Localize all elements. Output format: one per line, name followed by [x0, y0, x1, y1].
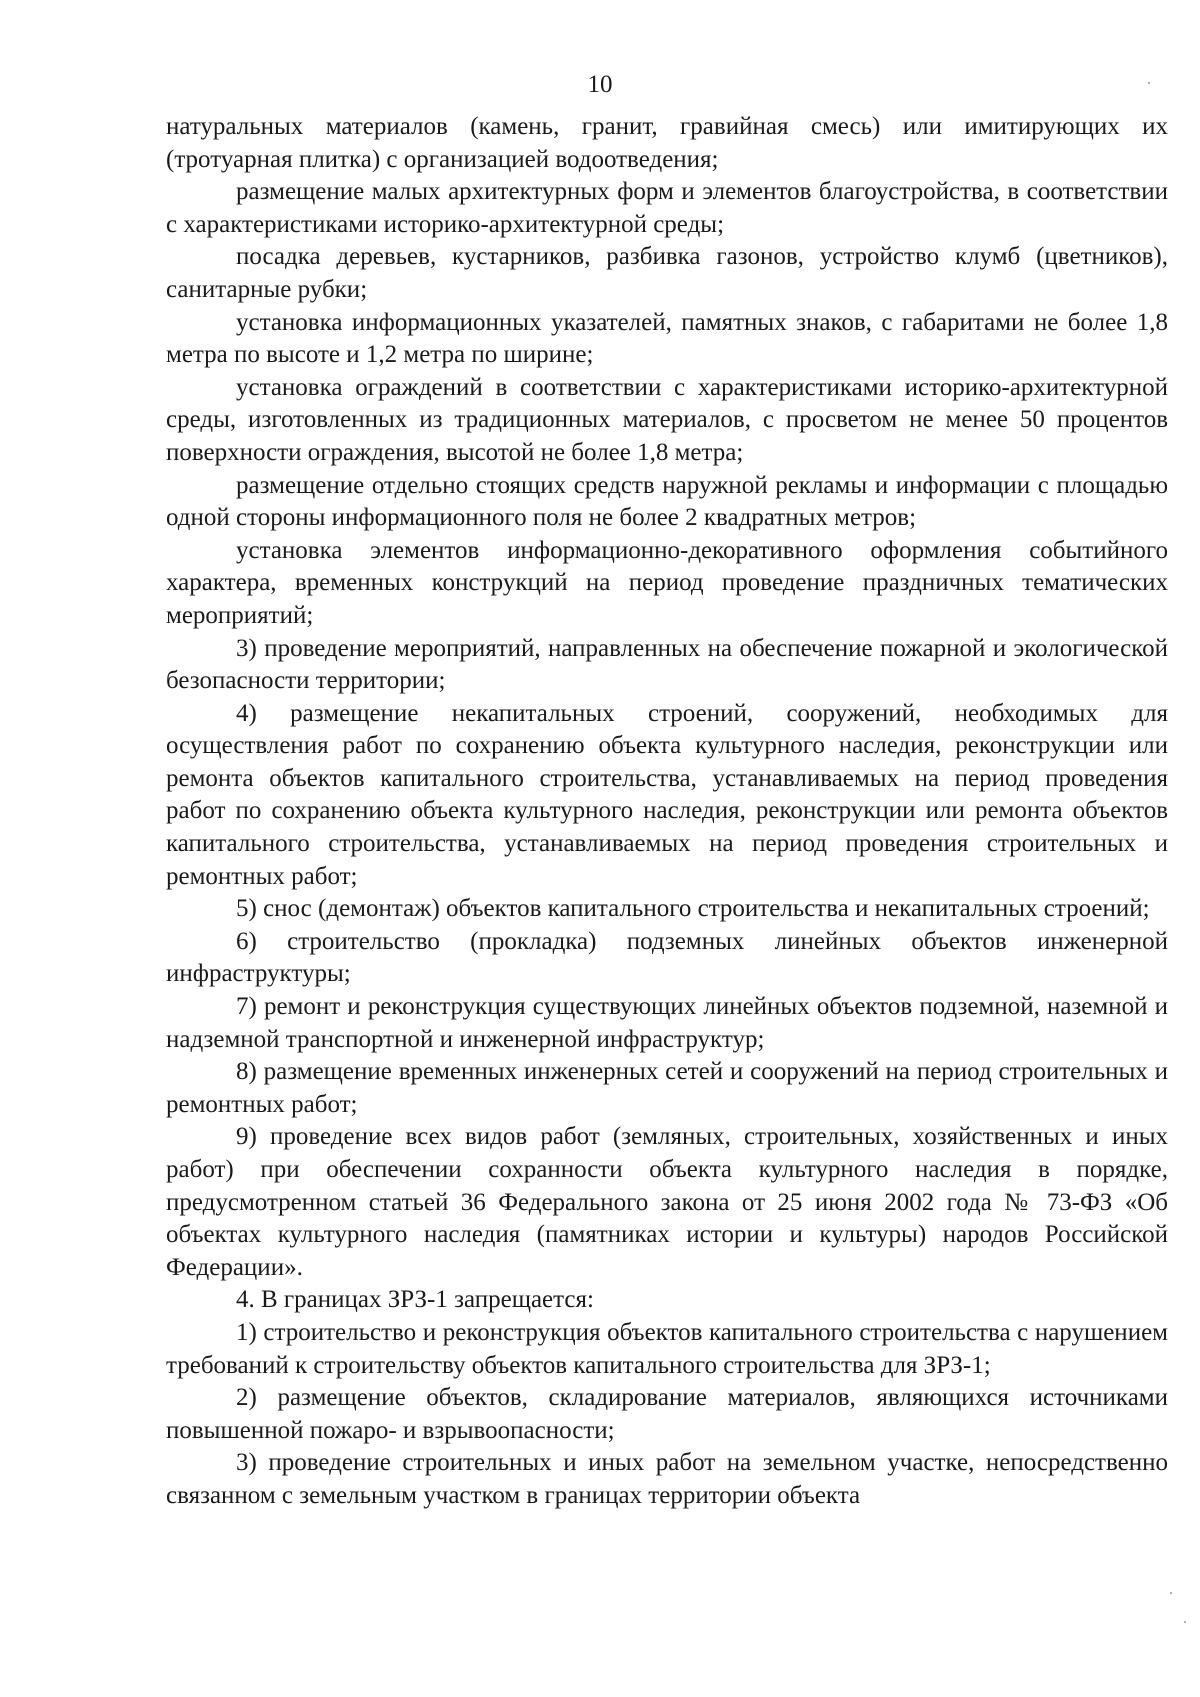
paragraph: посадка деревьев, кустарников, разбивка газонов, устройство клумб (цветников), санитарные рубки;: [166, 243, 1168, 303]
paragraph: установка элементов информационно-декоративного оформления событийного характера, временных конструкций на период проведение праздничных тематических мероприятий;: [166, 536, 1168, 629]
paragraph: 8) размещение временных инженерных сетей и сооружений на период строительных и ремонтных работ;: [166, 1058, 1168, 1118]
paragraph: размещение отдельно стоящих средств наружной рекламы и информации с площадью одной стороны информационного поля не более 2 квадратных метров;: [166, 471, 1168, 532]
paragraph: 2) размещение объектов, складирование материалов, являющихся источниками повышенной пожаро- и взрывоопасности;: [166, 1384, 1168, 1444]
paragraph: натуральных материалов (камень, гранит, гравийная смесь) или имитирующих их (тротуарная плитка) с организацией водоотведения;: [166, 113, 1168, 173]
paragraph: 3) проведение мероприятий, направленных на обеспечение пожарной и экологической безопасности территории;: [166, 634, 1168, 695]
scan-speck: [1148, 82, 1150, 84]
paragraph: установка ограждений в соответствии с характеристиками историко-архитектурной среды, изготовленных из традиционных материалов, с просветом не менее 50 процентов поверхности ограждения, высотой не более 1,8 метра;: [166, 373, 1168, 466]
paragraph: размещение малых архитектурных форм и элементов благоустройства, в соответствии с характеристиками историко-архитектурной среды;: [166, 178, 1168, 238]
paragraph: установка информационных указателей, памятных знаков, с габаритами не более 1,8 метра по высоте и 1,2 метра по ширине;: [166, 308, 1168, 369]
paragraph: 9) проведение всех видов работ (земляных, строительных, хозяйственных и иных работ) при обеспечении сохранности объекта культурного наследия в порядке, предусмотренном статьей 36 Федерального закона от 25 июня 2002 года № 73-ФЗ «Об объектах культурного наследия (памятниках истории и культуры) народов Российской Федерации».: [166, 1123, 1168, 1281]
paragraph: 6) строительство (прокладка) подземных линейных объектов инженерной инфраструктуры;: [166, 927, 1168, 988]
paragraph: 3) проведение строительных и иных работ на земельном участке, непосредственно связанном с земельным участком в границах территории объекта: [166, 1449, 1168, 1509]
paragraph: 4) размещение некапитальных строений, сооружений, необходимых для осуществления работ по сохранению объекта культурного наследия, реконструкции или ремонта объектов капитального строительства, устанавливаемых на период проведения работ по сохранению объекта культурного наследия, реконструкции или ремонта объектов капитального строительства, устанавливаемых на период проведения строительных и ремонтных работ;: [166, 699, 1168, 890]
paragraph: 7) ремонт и реконструкция существующих линейных объектов подземной, наземной и надземной транспортной и инженерной инфраструктур;: [166, 993, 1168, 1053]
scan-speck: [1184, 1621, 1186, 1623]
section-heading: 4. В границах ЗРЗ-1 запрещается:: [236, 1286, 594, 1314]
page-number: 10: [587, 71, 613, 98]
paragraph: 1) строительство и реконструкция объектов капитального строительства с нарушением требований к строительству объектов капитального строительства для ЗРЗ-1;: [166, 1318, 1168, 1379]
paragraph: 5) снос (демонтаж) объектов капитального строительства и некапитальных строений;: [236, 895, 1150, 923]
scan-speck: [1170, 1592, 1172, 1594]
document-body: [166, 111, 1168, 1513]
